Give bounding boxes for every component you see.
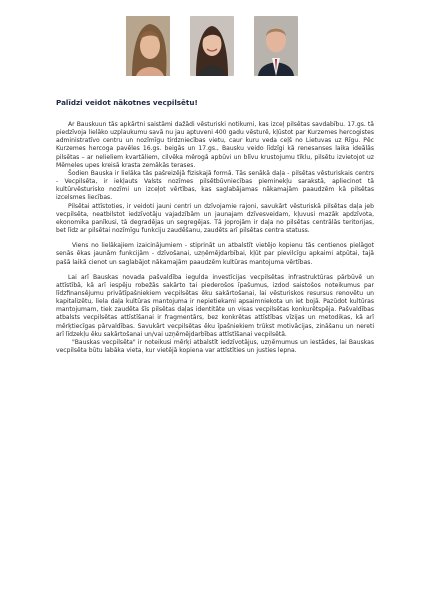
paragraph-3: Pilsētai attīstoties, ir veidoti jauni centri un dzīvojamie rajoni, savukārt vēsturiskā pilsētas daļa jeb vecpilsēta, neatbilstot iedzīvotāju vajadzībām un jaunajam dzīvesveidam, kļuvusi mazāk apdzīvota, ekonomika panīkusi, tā degradējas un segregējas. Tā joprojām ir daļa no pilsētas centrālās teritorijas, bet līdz ar pilsētai nozīmīgu funkciju zaudēšanu, zaudēts arī pilsētas centra statuss. [56,202,374,235]
portrait-man-right-image [254,16,298,76]
portrait-woman-left-image [126,16,170,76]
portrait-woman-left [126,16,170,76]
paragraph-6: "Bauskas vecpilsēta" ir noteikusi mērķi atbalstīt iedzīvotājus, uzņēmumus un iestādes, lai Bauskas vecpilsēta būtu labāka vieta, kur vietējā kopiena var attīstīties un justies lepna. [56,338,374,355]
paragraph-1: Ar Bauskuun tās apkārtni saistāmi dažādi vēsturiski notikumi, kas izceļ pilsētas savdabību. 17.gs. tā piedzīvoja lielāko uzplaukumu savā nu jau aptuveni 400 gadu vēsturē, kļūstot par Kurzemes hercogistes administratīvo centru un nozīmīgu tirdzniecības vietu, caur kuru veda ceļš no Lietuvas uz Rīgu. Pēc Kurzemes hercoga pavēles 16.gs. beigās un 17.gs., Bausku veido līdzīgi kā renesanses laika ideālās pilsētas – ar nelieliem kvartāliem, cilvēka mērogā apbūvi un blīvu krustojumu tīklu, pilsētu izvietojot uz Mēmeles upes kreisā krasta zemākās terases. [56,121,374,169]
portrait-woman-center-image [190,16,234,76]
portrait-man-right [254,16,298,76]
paragraph-4: Viens no lielākajiem izaicinājumiem - stiprināt un atbalstīt vietējo kopienu tās centienos pielāgot senās ēkas jaunām funkcijām - dzīvošanai, uzņēmējdarbībai, kļūt par pievilcīgu apkaimi atpūtai, tajā pašā laikā cienot un saglabājot nākamajām paaudzēm kultūras mantojuma vērtības. [56,242,374,266]
paragraph-5: Lai arī Bauskas novada pašvaldība iegulda investīcijas vecpilsētas infrastruktūras pārbūvē un attīstībā, kā arī iespēju robežās sakārto tai piederošos īpašumus, izdod saistošos noteikumus par līdzfinansējumu privātīpašniekiem vecpilsētas ēku sakārtošanai, lai vēsturiskos resursus renovētu un kapitalizētu, liela daļa kultūras mantojuma ir nepietiekami apsaimniekota un iet bojā. Pazūdot kultūras mantojumam, tiek zaudēta šīs pilsētas daļas identitāte un visas vecpilsētas konkurētspēja. Pašvaldības atbalsts vecpilsētas attīstīšanai ir fragmentārs, bez konkrētas attīstības vīzijas un metodikas, kā arī mērķtiecīgas pārvaldības. Savukārt vecpilsētas ēku īpašniekiem trūkst motivācijas, zināšanu un nereti arī līdzekļu ēku sakārtošanai un/vai uzņēmējdarbības attīstīšanai vecpilsētā. [56,273,374,338]
portrait-row [0,16,424,76]
article [56,98,374,355]
article-heading: Palīdzi veidot nākotnes vecpilsētu! [56,98,198,107]
paragraph-2: Šodien Bauska ir lielāka tās pašreizējā fiziskajā formā. Tās senākā daļa - pilsētas vēsturiskais centrs - Vecpilsēta, ir iekļauts Valsts nozīmes pilsētbūvniecības pieminekļu sarakstā, apliecinot tā kultūrvēsturisko nozīmi un izceļot vērtības, kas saglabājamas nākamajām paaudzēm kā pilsētas izcelsmes liecības. [56,169,374,202]
portrait-woman-center [190,16,234,76]
